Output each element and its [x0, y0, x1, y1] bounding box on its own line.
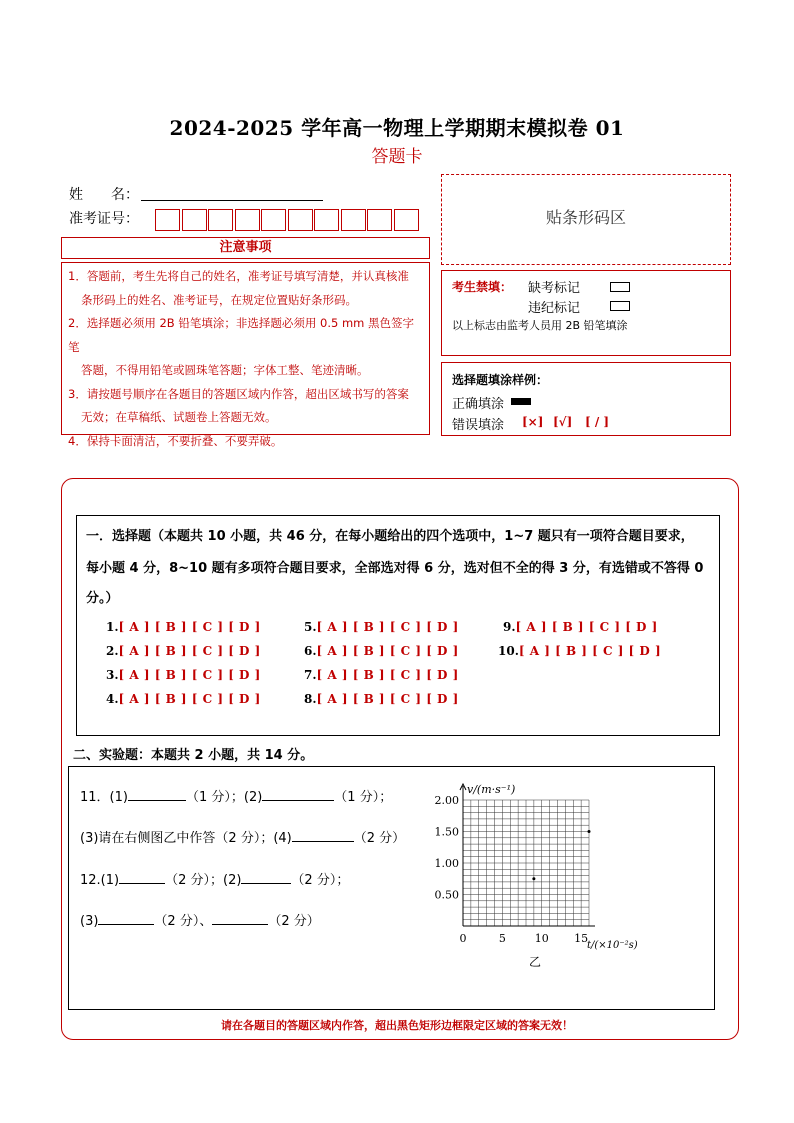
y-tick-label: 0.50 [434, 888, 459, 902]
correct-label: 正确填涂 [452, 397, 505, 412]
x-tick-label: 15 [574, 932, 589, 945]
q12-1-blank[interactable] [119, 869, 165, 884]
exam-status-note: 以上标志由监考人员用 2B 铅笔填涂 [452, 319, 628, 332]
violation-label: 违纪标记 [528, 301, 581, 316]
absent-mark[interactable] [610, 282, 630, 292]
q11-2-blank[interactable] [262, 786, 334, 801]
chart-caption: 乙 [529, 955, 542, 969]
x-tick-label: 0 [459, 932, 467, 945]
mc-header-line: 分。） [86, 591, 119, 606]
absent-label: 缺考标记 [528, 281, 581, 296]
chart-x-label: t/(×10⁻²s) [587, 940, 638, 951]
id-digit-box[interactable] [235, 209, 260, 231]
chart-y-label: v/(m·s⁻¹) [467, 783, 516, 796]
id-digit-box[interactable] [367, 209, 392, 231]
question-4[interactable]: 4.[ A ] [ B ] [ C ] [ D ] [106, 692, 261, 706]
id-digit-box[interactable] [288, 209, 313, 231]
footer-warning: 请在各题目的答题区域内作答，超出黑色矩形边框限定区域的答案无效！ [221, 1019, 573, 1032]
notice-box [61, 262, 430, 448]
q11-1-blank[interactable] [128, 786, 186, 801]
question-10[interactable]: 10.[ A ] [ B ] [ C ] [ D ] [498, 644, 662, 658]
notice-item: 3．请按题号顺序在各题目的答题区域内作答，超出区域书写的答案 无效；在草稿纸、试题卷上答题无效。 [68, 386, 409, 424]
question-3[interactable]: 3.[ A ] [ B ] [ C ] [ D ] [106, 668, 261, 682]
mc-header-line: 每小题 4 分，8~10 题有多项符合题目要求，全部选对得 6 分，选对但不全的得 3 分，有选错或不答得 0 [86, 561, 704, 576]
id-digit-box[interactable] [394, 209, 419, 231]
id-digit-box[interactable] [155, 209, 180, 231]
q12-line1: 12.(1) （2 分）；(2) （2 分）； [80, 869, 349, 888]
id-digit-box[interactable] [341, 209, 366, 231]
notice-item: 4．保持卡面清洁，不要折叠、不要弄破。 [68, 433, 283, 448]
violation-mark[interactable] [610, 301, 630, 311]
q12-2-blank[interactable] [241, 869, 291, 884]
notice-title: 注意事项 [61, 237, 430, 259]
id-digit-box[interactable] [182, 209, 207, 231]
vt-graph[interactable] [425, 778, 645, 973]
question-6[interactable]: 6.[ A ] [ B ] [ C ] [ D ] [304, 644, 459, 658]
y-tick-label: 1.50 [434, 825, 459, 839]
notice-item: 1．答题前，考生先将自己的姓名，准考证号填写清楚，并认真核准 条形码上的姓名、准考证号，在规定位置贴好条形码。 [68, 269, 409, 307]
fill-sample-title: 选择题填涂样例： [452, 373, 549, 387]
exam-status-label: 考生禁填： [452, 280, 513, 294]
name-field[interactable] [141, 199, 323, 201]
question-8[interactable]: 8.[ A ] [ B ] [ C ] [ D ] [304, 692, 459, 706]
question-7[interactable]: 7.[ A ] [ B ] [ C ] [ D ] [304, 668, 459, 682]
q12-line2: (3) （2 分）、 （2 分） [80, 910, 320, 929]
correct-fill-sample [511, 398, 531, 405]
wrong-sample-check: [√] [553, 415, 573, 429]
experiment-header: 二、实验题：本题共 2 小题，共 14 分。 [73, 748, 314, 763]
id-digit-box[interactable] [314, 209, 339, 231]
id-digit-box[interactable] [208, 209, 233, 231]
wrong-sample-slash: [ / ] [585, 415, 610, 429]
chart-axes [460, 784, 595, 926]
question-1[interactable]: 1.[ A ] [ B ] [ C ] [ D ] [106, 620, 261, 634]
question-5[interactable]: 5.[ A ] [ B ] [ C ] [ D ] [304, 620, 459, 634]
exam-status-box [441, 270, 731, 356]
y-tick-label: 1.00 [434, 857, 459, 870]
mc-header-line: 一．选择题（本题共 10 小题，共 46 分，在每小题给出的四个选项中，1~7 题只有一项符合题目要求， [86, 529, 694, 544]
x-tick-label: 10 [534, 932, 549, 945]
chart-grid [463, 800, 589, 926]
notice-item: 2．选择题必须用 2B 铅笔填涂；非选择题必须用 0.5 mm 黑色签字笔 答题，不得用铅笔或圆珠笔答题；字体工整、笔迹清晰。 [68, 316, 415, 377]
id-digit-box[interactable] [261, 209, 286, 231]
id-label: 准考证号： [69, 211, 139, 227]
page-title: 2024-2025 学年高一物理上学期期末模拟卷 01 [169, 116, 625, 140]
q12-3b-blank[interactable] [212, 910, 268, 925]
y-tick-label: 2.00 [434, 794, 459, 807]
x-tick-label: 5 [498, 932, 506, 945]
q11-line1: 11．(1) （1 分）；(2) （1 分）； [80, 786, 392, 805]
chart-points [532, 830, 590, 880]
q12-3a-blank[interactable] [98, 910, 154, 925]
question-9[interactable]: 9.[ A ] [ B ] [ C ] [ D ] [503, 620, 658, 634]
data-point [532, 877, 535, 880]
wrong-sample-x: [×] [522, 415, 544, 429]
data-point [588, 830, 591, 833]
name-label: 姓 名： [69, 187, 139, 203]
wrong-label: 错误填涂 [452, 418, 505, 433]
barcode-area: 贴条形码区 [441, 174, 731, 265]
page-subtitle: 答题卡 [371, 147, 423, 167]
fill-sample-box [441, 362, 731, 436]
q11-4-blank[interactable] [292, 827, 354, 842]
question-2[interactable]: 2.[ A ] [ B ] [ C ] [ D ] [106, 644, 261, 658]
q11-line2: (3)请在右侧图乙中作答（2 分）；(4) （2 分） [80, 827, 405, 846]
